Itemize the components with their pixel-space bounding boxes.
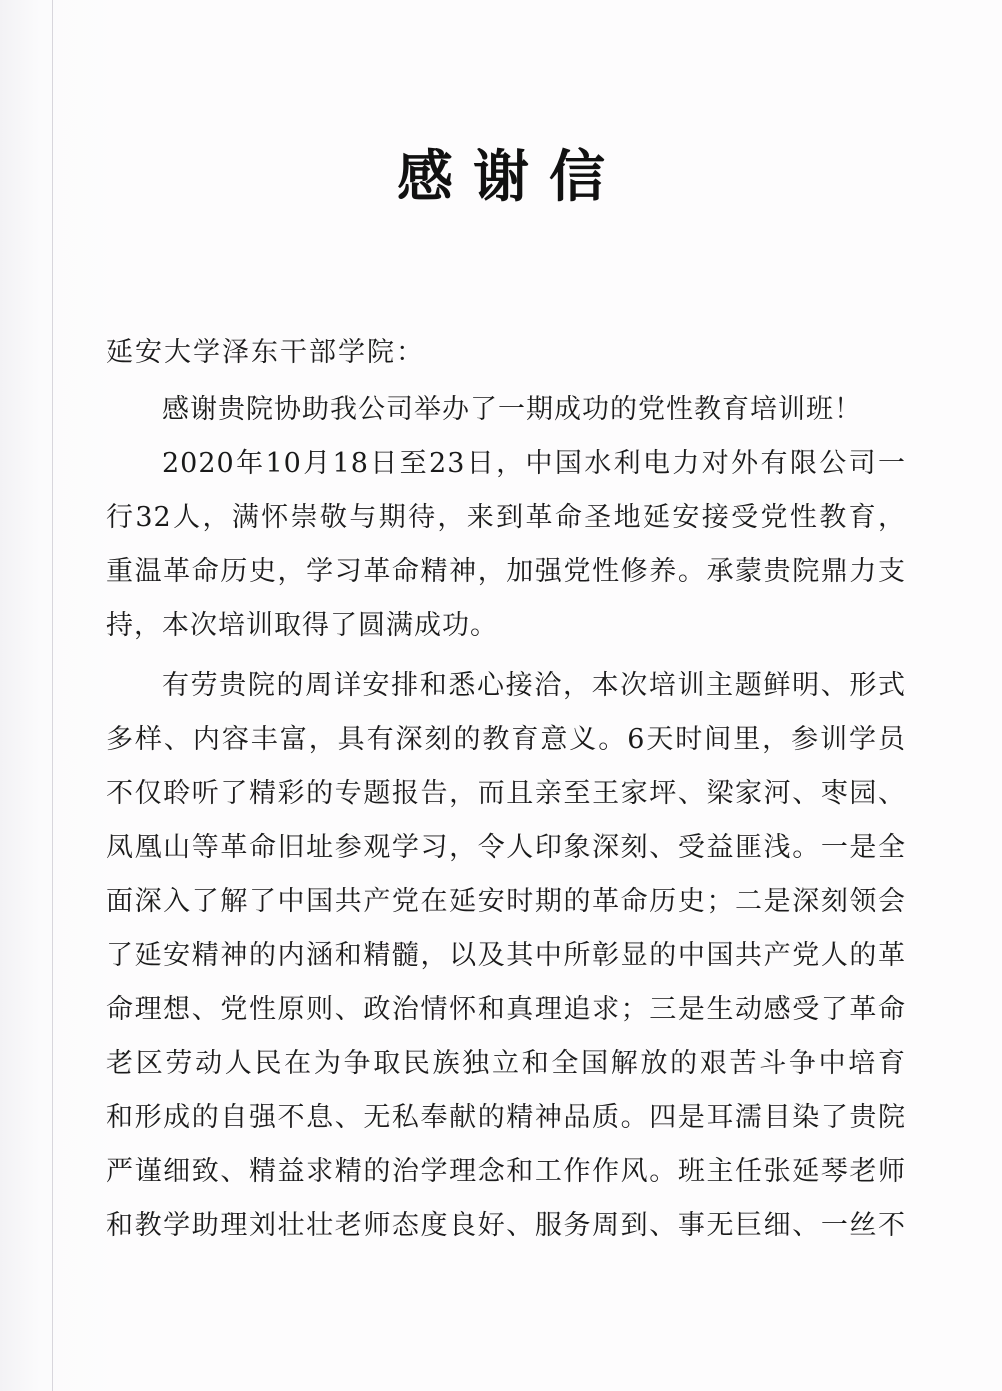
text-line: 行32人，满怀崇敬与期待，来到革命圣地延安接受党性教育， (106, 502, 906, 533)
paragraph-training-details (106, 659, 906, 1253)
text-line: 老区劳动人民在为争取民族独立和全国解放的艰苦斗争中培育 (106, 1048, 906, 1079)
letter-title: 感谢信 (397, 145, 625, 210)
text-line: 面深入了解了中国共产党在延安时期的革命历史；二是深刻领会 (106, 886, 906, 917)
text-line: 了延安精神的内涵和精髓，以及其中所彰显的中国共产党人的革 (106, 940, 906, 971)
text-line: 2020年10月18日至23日，中国水利电力对外有限公司一 (162, 448, 906, 479)
paragraph-thanks (106, 383, 906, 437)
text-line: 重温革命历史，学习革命精神，加强党性修养。承蒙贵院鼎力支 (106, 556, 906, 587)
text-line: 感谢贵院协助我公司举办了一期成功的党性教育培训班！ (162, 394, 862, 425)
text-line: 和教学助理刘壮壮老师态度良好、服务周到、事无巨细、一丝不 (106, 1210, 906, 1241)
paragraph-training-summary (106, 437, 906, 653)
text-line: 和形成的自强不息、无私奉献的精神品质。四是耳濡目染了贵院 (106, 1102, 906, 1133)
text-line: 持，本次培训取得了圆满成功。 (106, 610, 498, 641)
letter-body (106, 383, 906, 1253)
text-line: 命理想、党性原则、政治情怀和真理追求；三是生动感受了革命 (106, 994, 906, 1025)
text-line: 有劳贵院的周详安排和悉心接洽，本次培训主题鲜明、形式 (162, 670, 906, 701)
letter-salutation: 延安大学泽东干部学院： (106, 337, 425, 368)
text-line: 多样、内容丰富，具有深刻的教育意义。6天时间里，参训学员 (106, 724, 906, 755)
text-line: 不仅聆听了精彩的专题报告，而且亲至王家坪、梁家河、枣园、 (106, 778, 906, 809)
text-line: 严谨细致、精益求精的治学理念和工作作风。班主任张延琴老师 (106, 1156, 906, 1187)
text-line: 凤凰山等革命旧址参观学习，令人印象深刻、受益匪浅。一是全 (106, 832, 906, 863)
